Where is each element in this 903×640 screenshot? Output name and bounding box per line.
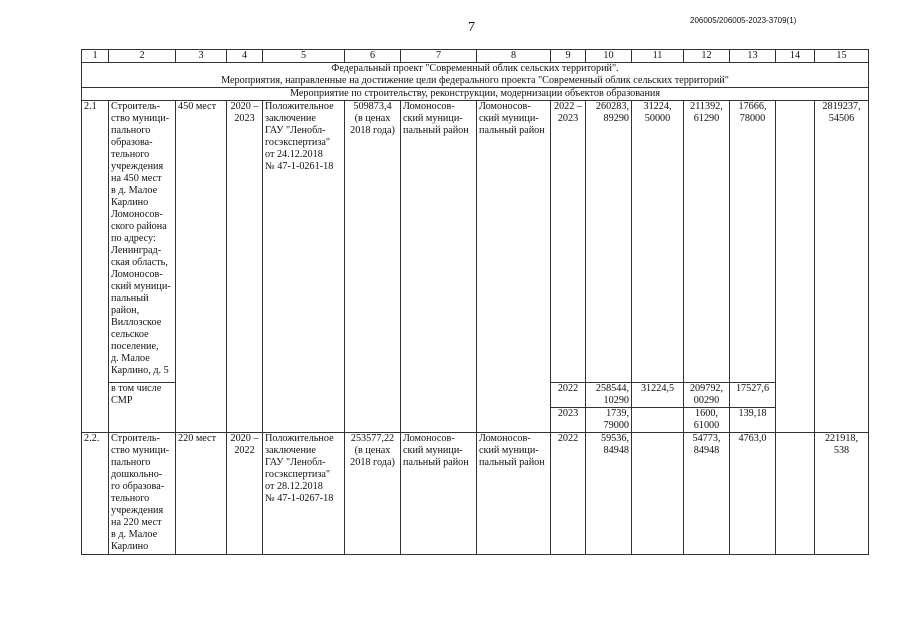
col-number: 2 xyxy=(109,50,176,63)
row-number: 2.2. xyxy=(82,433,109,555)
col-number: 7 xyxy=(401,50,477,63)
data-table xyxy=(81,49,869,555)
col-number: 11 xyxy=(632,50,684,63)
estimated-cost: 509873,4 (в ценах 2018 года) xyxy=(345,101,401,433)
smr-label: в том числе СМР xyxy=(109,383,176,433)
col-number: 15 xyxy=(815,50,869,63)
amount-col-11 xyxy=(632,433,684,555)
object-name: Строитель- ство муници- пального образова- тельного учреждения на 450 мест в д. Малое Карлино Ломоносов- ского района по адресу: Ленинград- ская область, Ломоносов- ский муници- пальный район, Виллозское сельское поселение, д. Малое Карлино, д. 5 xyxy=(109,101,176,383)
col-number: 3 xyxy=(176,50,227,63)
amount-col-14 xyxy=(776,433,815,555)
banner-line-1: Федеральный проект "Современный облик сельских территорий". xyxy=(331,63,619,74)
col-number: 9 xyxy=(551,50,586,63)
col-number: 4 xyxy=(227,50,263,63)
amount-col-11 xyxy=(632,408,684,433)
year: 2022 xyxy=(551,433,586,555)
amount-col-15: 221918, 538 xyxy=(815,433,869,555)
col-number: 5 xyxy=(263,50,345,63)
amount-col-13: 17666, 78000 xyxy=(730,101,776,383)
estimated-cost: 253577,22 (в ценах 2018 года) xyxy=(345,433,401,555)
amount-col-12: 211392, 61290 xyxy=(684,101,730,383)
col-number: 1 xyxy=(82,50,109,63)
district: Ломоносов- ский муници- пальный район xyxy=(401,433,477,555)
amount-col-12: 209792, 00290 xyxy=(684,383,730,408)
amount-col-11: 31224, 50000 xyxy=(632,101,684,383)
period: 2020 – 2023 xyxy=(227,101,263,433)
federal-project-banner xyxy=(82,63,869,88)
amount-col-13: 139,18 xyxy=(730,408,776,433)
capacity: 450 мест xyxy=(176,101,227,433)
amount-col-12: 1600, 61000 xyxy=(684,408,730,433)
table-row xyxy=(82,433,869,555)
amount-col-10: 1739, 79000 xyxy=(586,408,632,433)
object-name: Строитель- ство муници- пального дошкольно- го образова- тельного учреждения на 220 мест в д. Малое Карлино xyxy=(109,433,176,555)
expertise: Положительное заключение ГАУ "Ленобл- госэкспертиза" от 28.12.2018 № 47-1-0267-18 xyxy=(263,433,345,555)
col-number: 14 xyxy=(776,50,815,63)
amount-col-15: 2819237, 54506 xyxy=(815,101,869,433)
customer: Ломоносов- ский муници- пальный район xyxy=(477,101,551,433)
table-row xyxy=(82,101,869,383)
amount-col-14 xyxy=(776,101,815,433)
amount-col-10: 258544, 10290 xyxy=(586,383,632,408)
row-number: 2.1 xyxy=(82,101,109,433)
column-number-row xyxy=(82,50,869,63)
year: 2023 xyxy=(551,408,586,433)
amount-col-13: 4763,0 xyxy=(730,433,776,555)
customer: Ломоносов- ский муници- пальный район xyxy=(477,433,551,555)
amount-col-10: 59536, 84948 xyxy=(586,433,632,555)
year: 2022 – 2023 xyxy=(551,101,586,383)
period: 2020 – 2022 xyxy=(227,433,263,555)
amount-col-10: 260283, 89290 xyxy=(586,101,632,383)
document-id: 206005/206005-2023-3709(1) xyxy=(690,16,797,25)
amount-col-12: 54773, 84948 xyxy=(684,433,730,555)
expertise: Положительное заключение ГАУ "Ленобл- госэкспертиза" от 24.12.2018 № 47-1-0261-18 xyxy=(263,101,345,433)
col-number: 13 xyxy=(730,50,776,63)
banner-row xyxy=(82,88,869,101)
col-number: 6 xyxy=(345,50,401,63)
event-banner: Мероприятие по строительству, реконструкции, модернизации объектов образования xyxy=(82,88,869,101)
page-number: 7 xyxy=(468,20,475,35)
capacity: 220 мест xyxy=(176,433,227,555)
district: Ломоносов- ский муници- пальный район xyxy=(401,101,477,433)
col-number: 10 xyxy=(586,50,632,63)
col-number: 8 xyxy=(477,50,551,63)
banner-line-2: Мероприятия, направленные на достижение цели федерального проекта "Современный облик сельских территорий" xyxy=(221,75,729,86)
amount-col-11: 31224,5 xyxy=(632,383,684,408)
banner-row xyxy=(82,63,869,88)
year: 2022 xyxy=(551,383,586,408)
col-number: 12 xyxy=(684,50,730,63)
amount-col-13: 17527,6 xyxy=(730,383,776,408)
